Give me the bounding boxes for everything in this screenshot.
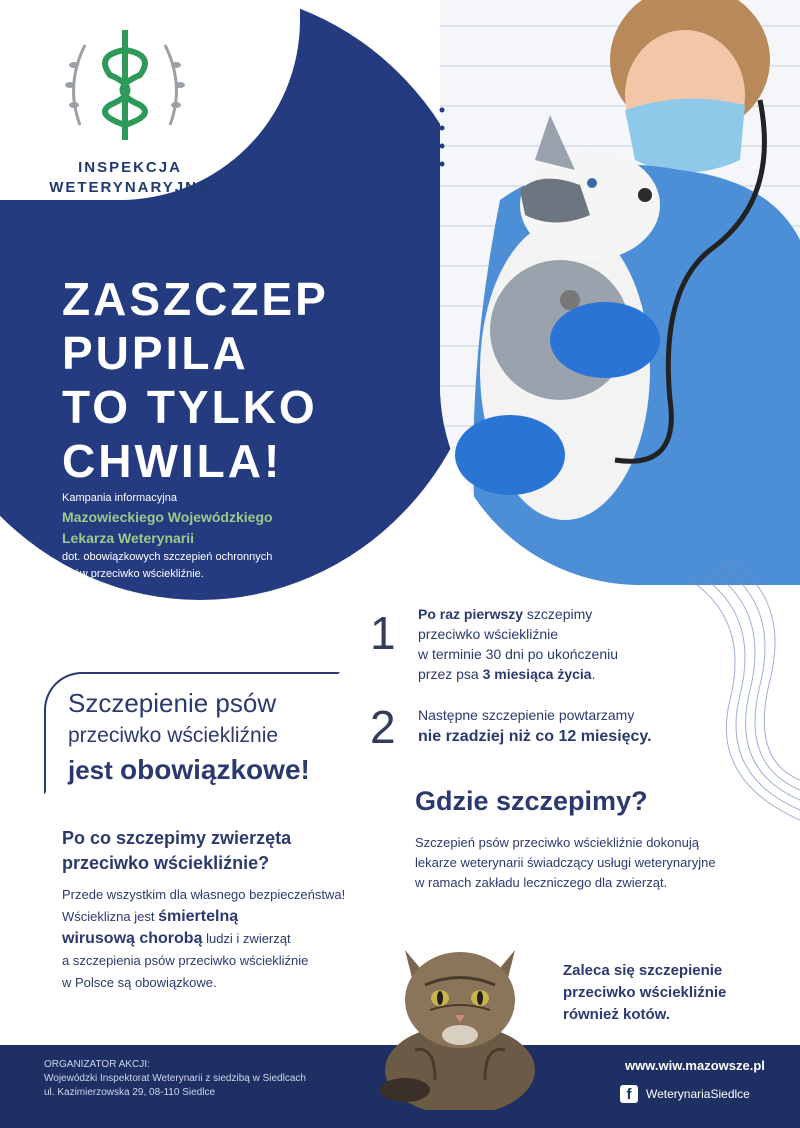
caduceus-logo-icon [60,20,190,150]
cats-line-2: przeciwko wściekliźnie [563,984,727,1001]
headline-line-3: TO TYLKO [62,381,318,433]
where-text [415,833,775,893]
why-viral-disease: wirusową chorobą [62,930,203,947]
footer-organizer-line-2: ul. Kazimierzowska 29, 08-110 Siedlce [44,1087,216,1098]
decorative-dots [360,100,460,180]
footer-website-link[interactable]: www.wiw.mazowsze.pl [625,1058,765,1073]
why-deadly: śmiertelną [158,908,239,925]
campaign-info [62,490,392,583]
campaign-desc-line-1: dot. obowiązkowych szczepień ochronnych [62,551,273,563]
footer-organizer-label: ORGANIZATOR AKCJI: [44,1059,150,1070]
step-1-line-2: przeciwko wściekliźnie [418,626,559,642]
why-line-5: w Polsce są obowiązkowe. [62,975,217,990]
step-1-age: 3 miesiąca życia [482,666,592,682]
mandatory-line-1: Szczepienie psów [68,688,277,718]
logo-line-1: INSPEKCJA [78,159,182,176]
headline [62,272,442,488]
why-line-4: a szczepienia psów przeciwko wściekliźnie [62,953,309,968]
campaign-org-line-2: Lekarza Weterynarii [62,530,195,546]
campaign-intro: Kampania informacyjna [62,492,177,504]
headline-line-4: CHWILA! [62,435,283,487]
logo-text [35,158,225,198]
where-line-3: w ramach zakładu leczniczego dla zwierząt. [415,875,668,890]
why-text [62,884,402,994]
why-title-line-1: Po co szczepimy zwierzęta [62,828,292,848]
step-2-line-1: Następne szczepienie powtarzamy [418,707,635,723]
facebook-icon[interactable]: f [620,1085,638,1103]
why-title [62,826,382,876]
mandatory-word-obowiazkowe: obowiązkowe! [120,754,310,785]
footer-organizer [44,1058,306,1100]
why-line-3: ludzi i zwierząt [202,931,291,946]
step-1-text [418,604,718,684]
step-2-line-2: nie rzadziej niż co 12 miesięcy. [418,728,652,745]
footer-facebook-link[interactable]: WeterynariaSiedlce [646,1087,750,1101]
why-line-1: Przede wszystkim dla własnego bezpieczeństwa! [62,887,346,902]
mandatory-line-3 [68,754,310,786]
decorative-wave-lines [690,560,800,840]
step-1-bold: Po raz pierwszy [418,606,524,622]
step-1-line-4: przez psa [418,666,483,682]
vet-with-puppy-photo [440,0,800,585]
step-1-period: . [591,666,596,682]
cats-line-3: również kotów. [563,1006,670,1023]
where-line-1: Szczepień psów przeciwko wściekliźnie dokonują [415,835,699,850]
step-2-number: 2 [370,701,396,753]
step-2-text [418,705,758,749]
why-line-2: Wścieklizna jest [62,909,159,924]
why-title-line-2: przeciwko wściekliźnie? [62,853,270,873]
logo-line-2: WETERYNARYJNA [49,179,211,196]
campaign-desc-line-2: psów przeciwko wściekliźnie. [62,568,204,580]
step-1-line-1: szczepimy [523,606,593,622]
footer-organizer-line-1: Wojewódzki Inspektorat Weterynarii z siedzibą w Siedlcach [44,1073,306,1084]
cat-photo [375,930,545,1110]
step-1-line-3: w terminie 30 dni po ukończeniu [418,646,619,662]
headline-line-1: ZASZCZEP [62,273,329,325]
where-title: Gdzie szczepimy? [415,786,648,816]
headline-line-2: PUPILA [62,327,249,379]
where-line-2: lekarze weterynarii świadczący usługi weterynaryjne [415,855,716,870]
step-1-number: 1 [370,607,396,659]
cats-line-1: Zaleca się szczepienie [563,962,723,979]
campaign-org-line-1: Mazowieckiego Wojewódzkiego [62,509,273,525]
mandatory-line-2: przeciwko wściekliźnie [68,724,279,747]
mandatory-word-jest: jest [68,755,113,785]
cats-recommendation [563,960,763,1026]
